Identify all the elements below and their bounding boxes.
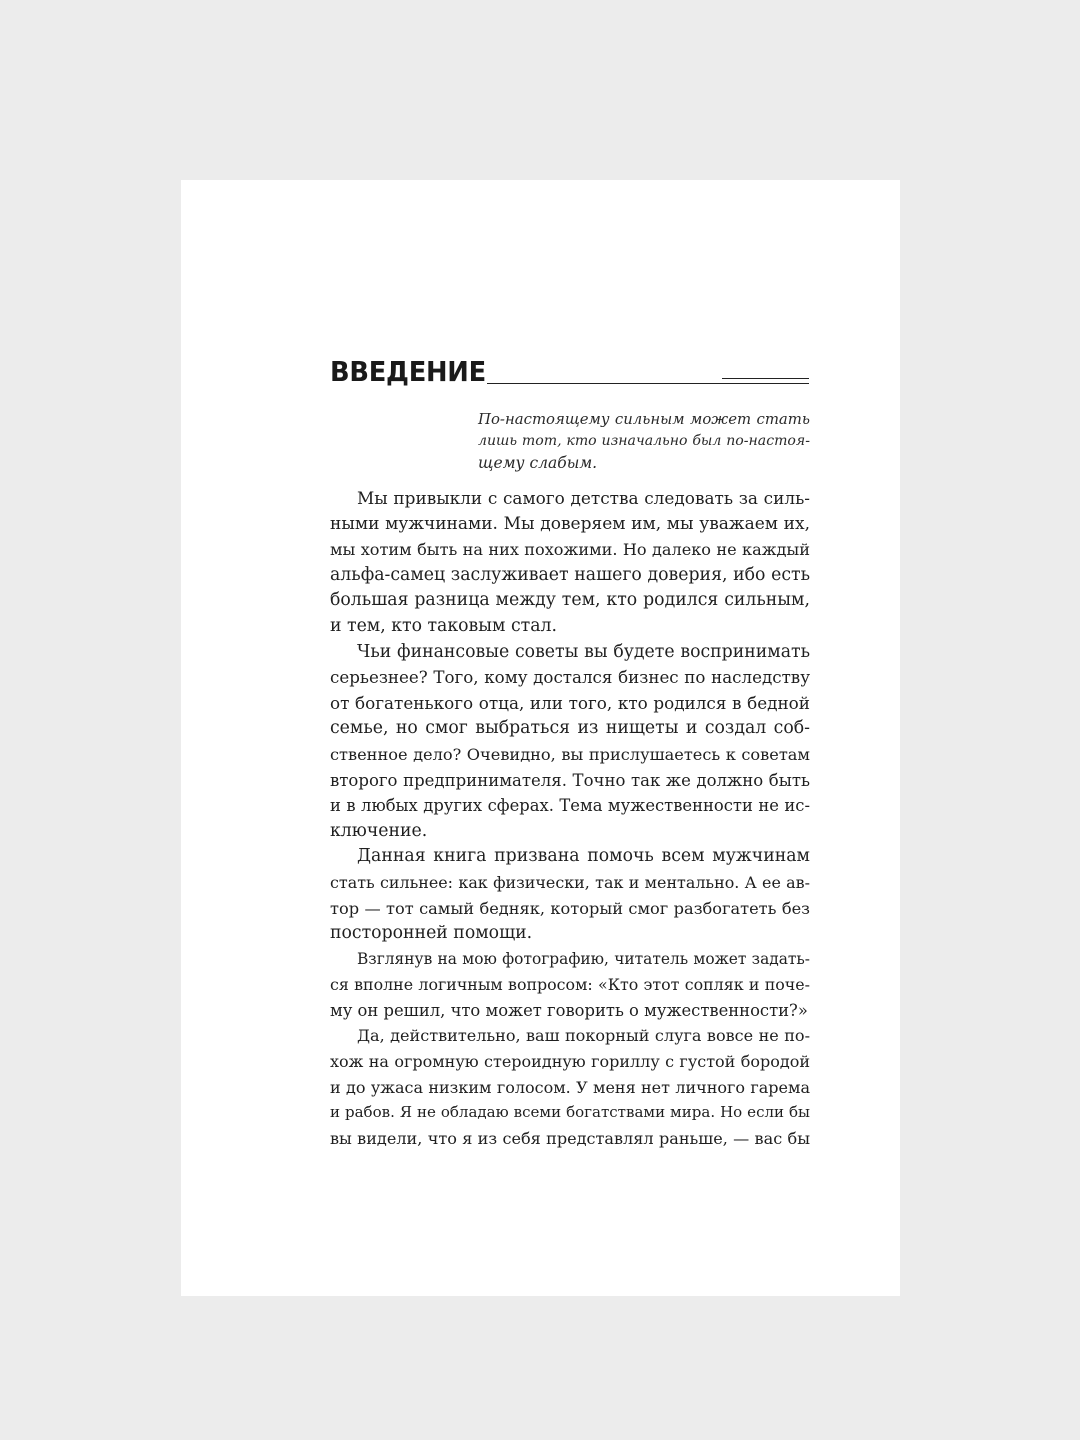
body-line: и рабов. Я не обладаю всеми богатствами мира. Но если бы [330, 1103, 810, 1122]
body-line: Взглянув на мою фотографию, читатель может задать- [357, 949, 810, 968]
header-rule [487, 383, 809, 384]
body-line: ся вполне логичным вопросом: «Кто этот сопляк и поче- [330, 975, 810, 995]
body-line: хож на огромную стероидную гориллу с густой бородой [330, 1052, 810, 1072]
body-line: Да, действительно, ваш покорный слуга вовсе не по- [357, 1026, 810, 1046]
body-line: второго предпринимателя. Точно так же должно быть [330, 770, 810, 790]
body-line: и до ужаса низким голосом. У меня нет личного гарема [330, 1077, 810, 1097]
body-line: посторонней помощи. [330, 923, 533, 944]
epigraph-line: щему слабым. [478, 454, 598, 472]
body-line: большая разница между тем, кто родился сильным, [330, 590, 810, 611]
body-line: Данная книга призвана помочь всем мужчинам [357, 846, 810, 867]
body-line: му он решил, что может говорить о мужественности?» [330, 1000, 808, 1020]
body-line: и тем, кто таковым стал. [330, 615, 557, 636]
body-text [330, 486, 810, 1151]
body-line: ными мужчинами. Мы доверяем им, мы уважаем их, [330, 513, 810, 534]
body-line: Чьи финансовые советы вы будете воспринимать [357, 641, 810, 662]
body-line: мы хотим быть на них похожими. Но далеко не каждый [330, 540, 810, 560]
body-line: стать сильнее: как физически, так и ментально. А ее ав- [330, 872, 810, 892]
header-rule-accent [722, 378, 809, 379]
epigraph [478, 408, 810, 474]
body-line: альфа-самец заслуживает нашего доверия, ибо есть [330, 564, 810, 585]
body-line: серьезнее? Того, кому достался бизнес по наследству [330, 668, 810, 688]
body-line: ственное дело? Очевидно, вы прислушаетесь к советам [330, 744, 810, 764]
epigraph-line: По-настоящему сильным может стать [478, 410, 810, 428]
chapter-header [330, 352, 810, 392]
body-line: и в любых других сферах. Тема мужественности не ис- [330, 796, 810, 816]
body-line: Мы привыкли с самого детства следовать за силь- [357, 488, 810, 508]
body-line: ключение. [330, 820, 428, 841]
chapter-title: ВВЕДЕНИЕ [330, 355, 486, 388]
epigraph-line: лишь тот, кто изначально был по-настоя- [478, 433, 810, 449]
body-line: семье, но смог выбраться из нищеты и создал соб- [330, 718, 810, 739]
body-line: тор — тот самый бедняк, который смог разбогатеть без [330, 898, 810, 918]
body-line: вы видели, что я из себя представлял раньше, — вас бы [330, 1128, 810, 1148]
body-line: от богатенького отца, или того, кто родился в бедной [330, 692, 810, 713]
